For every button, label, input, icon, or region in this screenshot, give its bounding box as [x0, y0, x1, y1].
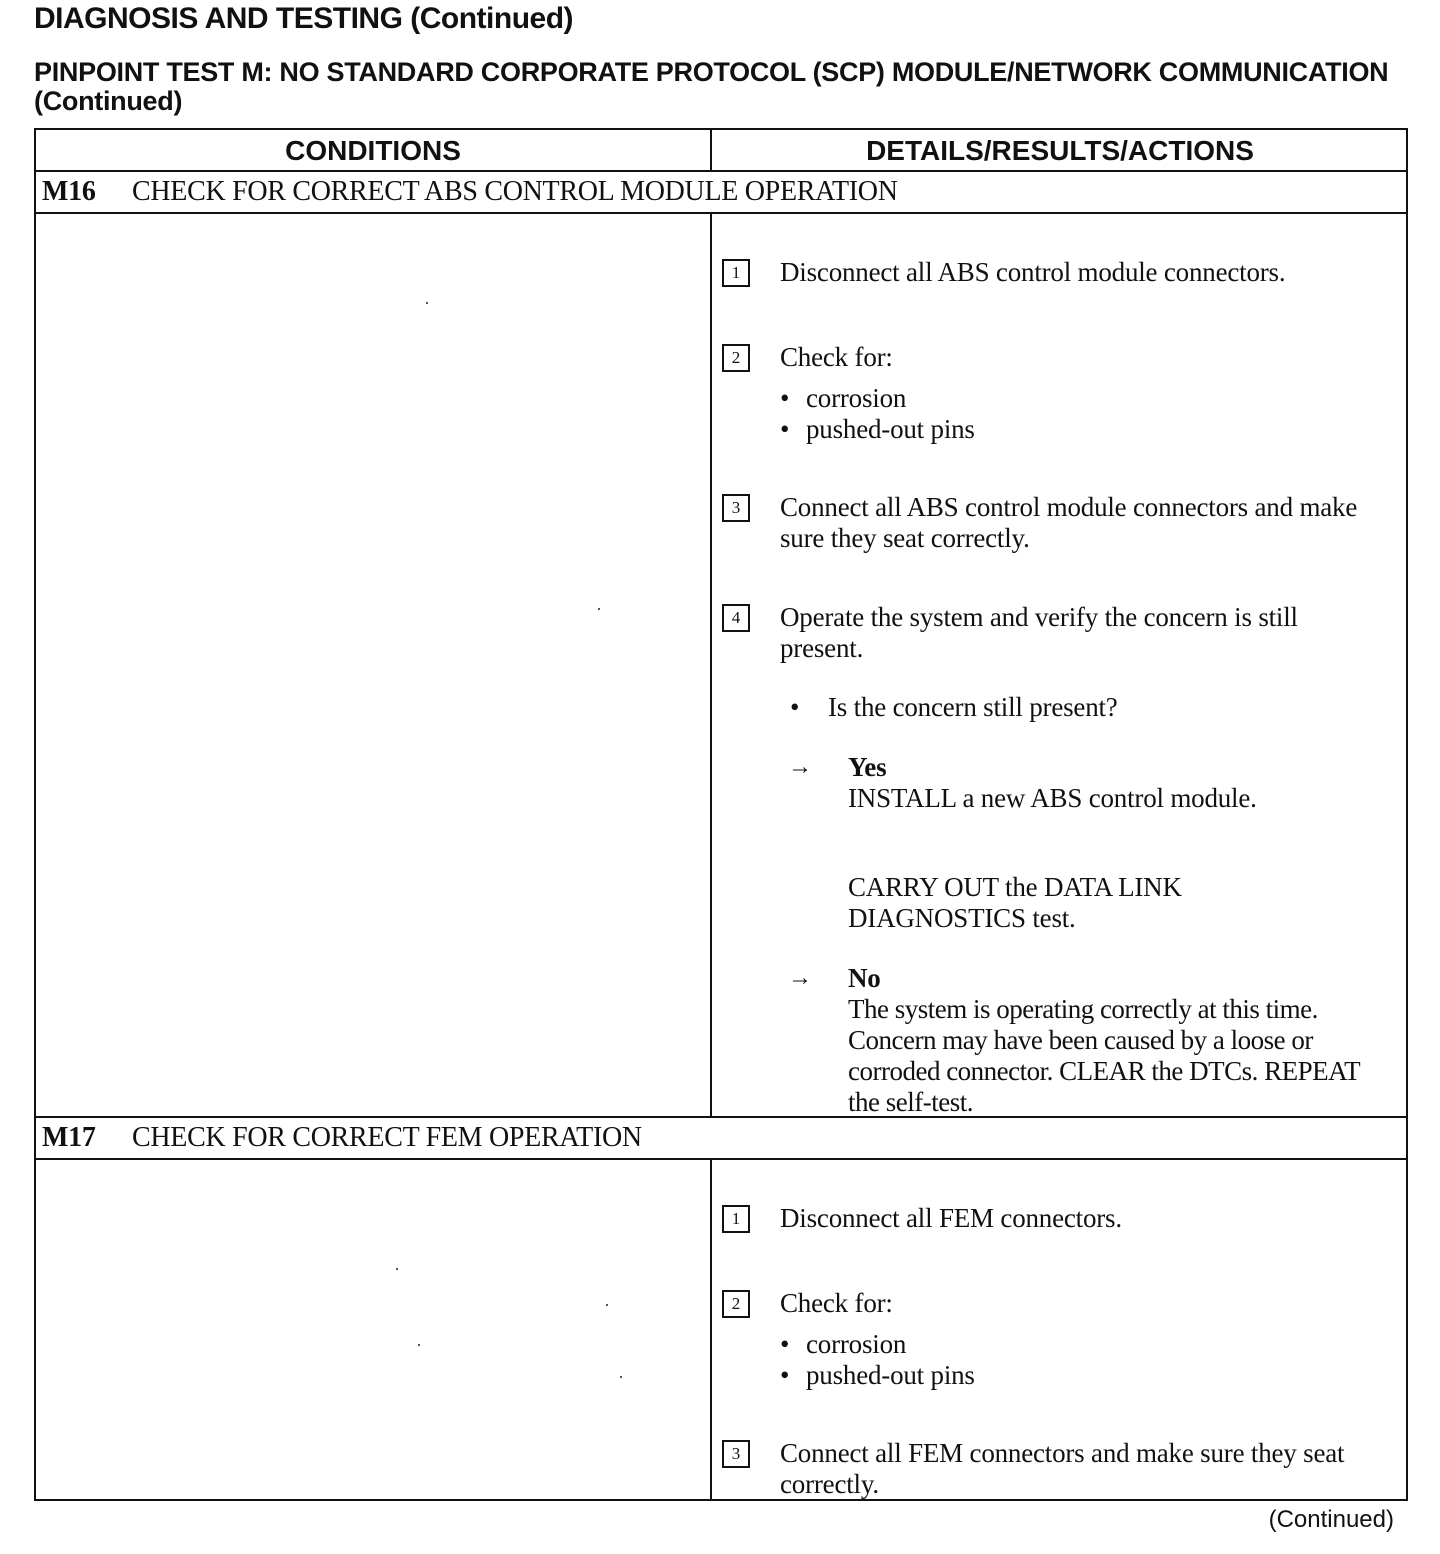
bullet-icon: • — [780, 1329, 790, 1359]
step-number-box: 4 — [722, 604, 750, 632]
section-m17-title — [42, 1122, 642, 1154]
step-text: Disconnect all ABS control module connectors. — [780, 257, 1286, 287]
column-divider-header — [710, 130, 712, 170]
bullet-icon: • — [780, 383, 790, 413]
arrow-right-icon: → — [788, 965, 812, 991]
answer-yes-label: Yes — [848, 752, 887, 782]
section-m16-id: M16 — [42, 176, 96, 207]
answer-no-label: No — [848, 963, 881, 993]
arrow-right-icon: → — [788, 754, 812, 780]
step-number-box: 3 — [722, 494, 750, 522]
step-number-box: 2 — [722, 1290, 750, 1318]
section-m16-title — [42, 176, 898, 208]
step-text: Check for: — [780, 342, 893, 372]
scan-speck — [598, 608, 600, 610]
column-header-conditions: CONDITIONS — [285, 135, 461, 166]
column-divider-m17 — [710, 1158, 712, 1501]
step-text: Connect all FEM connectors and make sure they seat correctly. — [780, 1438, 1345, 1499]
step-number-box: 1 — [722, 259, 750, 287]
pinpoint-test-table — [34, 128, 1408, 1501]
bullet-icon: • — [780, 1360, 790, 1390]
bullet-icon: • — [780, 414, 790, 444]
scan-speck — [418, 1344, 420, 1346]
scan-speck — [620, 1376, 622, 1378]
question-bullet-icon: • — [790, 692, 800, 722]
scan-speck — [426, 302, 428, 304]
scan-speck — [606, 1304, 608, 1306]
document-title: DIAGNOSIS AND TESTING (Continued) — [34, 2, 574, 35]
pinpoint-test-title: PINPOINT TEST M: NO STANDARD CORPORATE PROTOCOL (SCP) MODULE/NETWORK COMMUNICATION (Continued) — [34, 57, 1389, 116]
m16-title-divider — [36, 212, 1406, 214]
answer-yes-action: CARRY OUT the DATA LINK DIAGNOSTICS test. — [848, 872, 1182, 933]
answer-yes-action: INSTALL a new ABS control module. — [848, 783, 1257, 813]
continued-note: (Continued) — [1268, 1506, 1394, 1533]
section-m17-id: M17 — [42, 1122, 96, 1153]
step-text: Disconnect all FEM connectors. — [780, 1203, 1122, 1233]
step-number-box: 2 — [722, 344, 750, 372]
bullet-item: corrosion — [806, 1329, 907, 1359]
column-header-details: DETAILS/RESULTS/ACTIONS — [866, 135, 1254, 166]
section-m16-heading: CHECK FOR CORRECT ABS CONTROL MODULE OPERATION — [132, 176, 898, 207]
bullet-item: pushed-out pins — [806, 414, 975, 444]
step-text: Check for: — [780, 1288, 893, 1318]
step-text: Operate the system and verify the concern is still present. — [780, 602, 1298, 663]
step-number-box: 3 — [722, 1440, 750, 1468]
question-text: Is the concern still present? — [828, 692, 1118, 722]
header-divider — [36, 170, 1406, 172]
step-number-box: 1 — [722, 1205, 750, 1233]
answer-no-action: The system is operating correctly at this time. Concern may have been caused by a loose or corroded connector. CLEAR the DTCs. REPEAT the self-test. — [848, 994, 1360, 1117]
scan-speck — [396, 1268, 398, 1270]
bullet-item: corrosion — [806, 383, 907, 413]
column-divider-m16 — [710, 212, 712, 1116]
bullet-item: pushed-out pins — [806, 1360, 975, 1390]
section-m17-heading: CHECK FOR CORRECT FEM OPERATION — [132, 1122, 642, 1153]
m17-title-divider — [36, 1158, 1406, 1160]
step-text: Connect all ABS control module connectors and make sure they seat correctly. — [780, 492, 1358, 553]
